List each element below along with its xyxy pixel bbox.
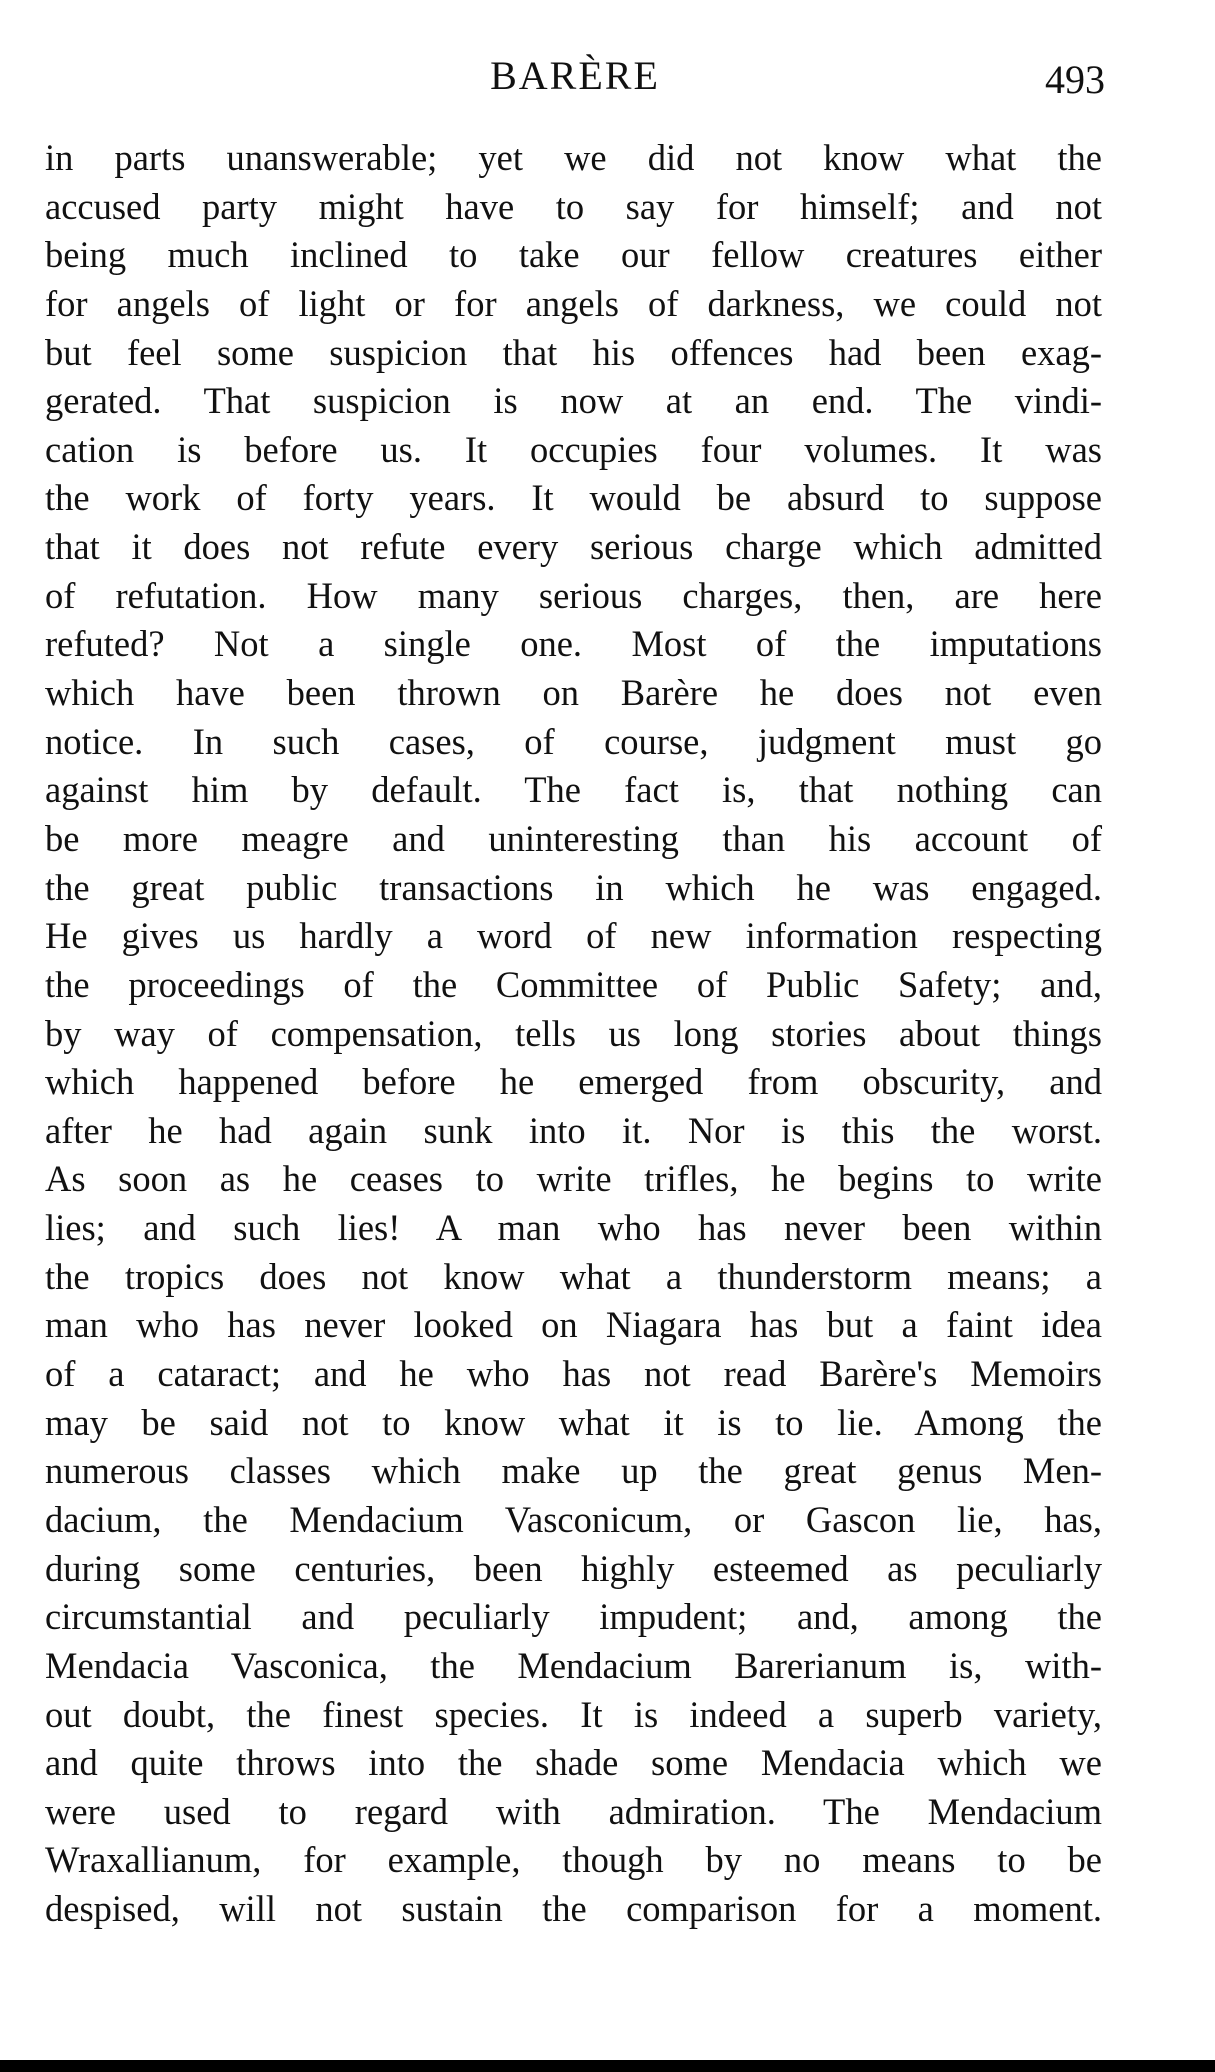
text-line: were used to regard with admiration. The Mendacium: [45, 1790, 1102, 1832]
running-title: BARÈRE: [490, 53, 660, 98]
text-line: but feel some suspicion that his offences had been exag-: [45, 331, 1102, 373]
text-line: against him by default. The fact is, that nothing can: [45, 769, 1102, 811]
text-line: for angels of light or for angels of darkness, we could not: [45, 282, 1102, 324]
text-line: dacium, the Mendacium Vasconicum, or Gascon lie, has,: [45, 1498, 1102, 1540]
text-line: lies; and such lies! A man who has never been within: [45, 1207, 1102, 1249]
text-line: man who has never looked on Niagara has but a faint idea: [45, 1304, 1102, 1346]
body-text: [45, 134, 1102, 1934]
text-line: cation is before us. It occupies four volumes. It was: [45, 428, 1102, 470]
text-line: the proceedings of the Committee of Public Safety; and,: [45, 963, 1102, 1005]
page-edge-rule: [0, 2060, 1215, 2072]
text-line: during some centuries, been highly esteemed as peculiarly: [45, 1547, 1102, 1589]
text-line: despised, will not sustain the comparison for a moment.: [45, 1888, 1102, 1930]
text-line: refuted? Not a single one. Most of the imputations: [45, 623, 1102, 665]
text-line: of refutation. How many serious charges, then, are here: [45, 574, 1102, 616]
text-line: Mendacia Vasconica, the Mendacium Barerianum is, with-: [45, 1644, 1102, 1686]
text-line: notice. In such cases, of course, judgment must go: [45, 720, 1102, 762]
text-line: Wraxallianum, for example, though by no means to be: [45, 1839, 1102, 1881]
text-line: the work of forty years. It would be absurd to suppose: [45, 477, 1102, 519]
text-line: which have been thrown on Barère he does not even: [45, 672, 1102, 714]
text-line: and quite throws into the shade some Mendacia which we: [45, 1742, 1102, 1784]
text-line: gerated. That suspicion is now at an end. The vindi-: [45, 380, 1102, 422]
text-line: which happened before he emerged from obscurity, and: [45, 1061, 1102, 1103]
text-line: As soon as he ceases to write trifles, he begins to write: [45, 1158, 1102, 1200]
text-line: circumstantial and peculiarly impudent; and, among the: [45, 1596, 1102, 1638]
running-header: [0, 52, 1215, 102]
text-line: He gives us hardly a word of new information respecting: [45, 915, 1102, 957]
text-line: numerous classes which make up the great genus Men-: [45, 1450, 1102, 1492]
text-line: the great public transactions in which he was engaged.: [45, 866, 1102, 908]
text-line: after he had again sunk into it. Nor is this the worst.: [45, 1109, 1102, 1151]
text-line: being much inclined to take our fellow creatures either: [45, 234, 1102, 276]
text-line: the tropics does not know what a thunderstorm means; a: [45, 1255, 1102, 1297]
text-line: of a cataract; and he who has not read Barère's Memoirs: [45, 1353, 1102, 1395]
text-line: in parts unanswerable; yet we did not know what the: [45, 137, 1102, 178]
text-line: out doubt, the finest species. It is indeed a superb variety,: [45, 1693, 1102, 1735]
text-line: that it does not refute every serious charge which admitted: [45, 526, 1102, 568]
text-line: by way of compensation, tells us long stories about things: [45, 1012, 1102, 1054]
text-line: be more meagre and uninteresting than his account of: [45, 817, 1102, 859]
text-line: accused party might have to say for himself; and not: [45, 185, 1102, 227]
page-number: 493: [1045, 57, 1105, 102]
text-line: may be said not to know what it is to lie. Among the: [45, 1401, 1102, 1443]
